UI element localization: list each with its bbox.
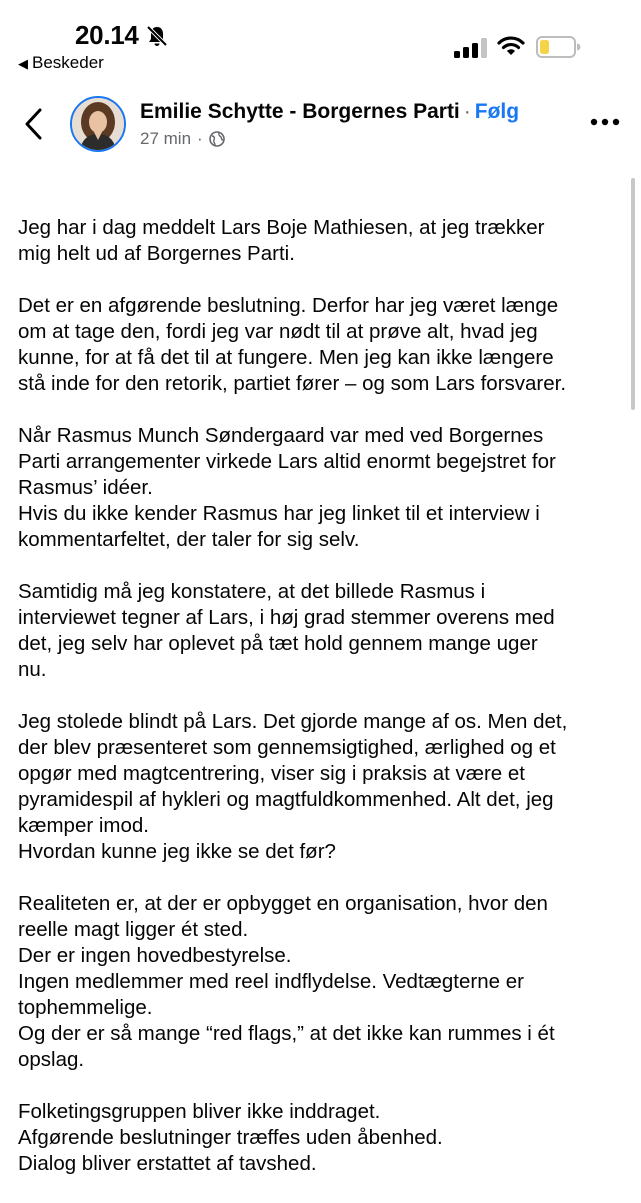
post-text-line: Jeg stolede blindt på Lars. Det gjorde mange af os. Men det, [18, 710, 568, 733]
scrollbar[interactable] [631, 178, 635, 410]
post-text-line: Afgørende beslutninger træffes uden åbenhed. [18, 1126, 443, 1149]
post-text-line: kunne, for at få det til at fungere. Men jeg kan ikke længere [18, 346, 554, 369]
avatar-portrait [72, 98, 124, 150]
more-options-icon[interactable] [590, 118, 620, 126]
post-meta [140, 129, 225, 149]
post-text-line: Når Rasmus Munch Søndergaard var med ved Borgernes [18, 424, 544, 447]
post-text-line: tophemmelige. [18, 996, 153, 1019]
post-text-line: det, jeg selv har oplevet på tæt hold gennem mange uger [18, 632, 538, 655]
post-text-line: interviewet tegner af Lars, i høj grad stemmer overens med [18, 606, 555, 629]
back-to-messages-link[interactable] [18, 53, 104, 73]
author-avatar[interactable] [70, 96, 126, 152]
cellular-signal-icon [454, 38, 488, 58]
back-chevron-icon[interactable] [22, 107, 46, 141]
post-paragraph [18, 1099, 618, 1177]
post-text-line: Realiteten er, at der er opbygget en organisation, hvor den [18, 892, 548, 915]
post-paragraph [18, 891, 618, 1073]
back-to-messages-label: Beskeder [32, 53, 104, 72]
status-time: 20.14 [75, 20, 139, 50]
post-text-line: Det er en afgørende beslutning. Derfor har jeg været længe [18, 294, 559, 317]
post-text-line: Der er ingen hovedbestyrelse. [18, 944, 292, 967]
globe-icon [209, 131, 225, 147]
post-text-line: Folketingsgruppen bliver ikke inddraget. [18, 1100, 381, 1123]
follow-button[interactable]: Følg [474, 100, 520, 123]
author-name[interactable]: Emilie Schytte - Borgernes Parti [140, 100, 460, 123]
post-text-line: opslag. [18, 1048, 85, 1071]
post-header [0, 90, 641, 162]
post-text-line: Parti arrangementer virkede Lars altid enormt begejstret for [18, 450, 556, 473]
status-bar [0, 0, 641, 80]
post-paragraph [18, 423, 618, 553]
bell-slash-icon [146, 25, 168, 47]
post-paragraph [18, 293, 618, 397]
post-text-line: opgør med magtcentrering, viser sig i praksis at være et [18, 762, 525, 785]
post-text-line: der blev præsenteret som gennemsigtighed, ærlighed og et [18, 736, 556, 759]
post-text-line: Jeg har i dag meddelt Lars Boje Mathiesen, at jeg trækker [18, 216, 545, 239]
post-body [18, 215, 618, 1203]
post-text-line: nu. [18, 658, 47, 681]
post-text-line: Hvordan kunne jeg ikke se det før? [18, 840, 336, 863]
post-text-line: Rasmus’ idéer. [18, 476, 153, 499]
post-text-line: Dialog bliver erstattet af tavshed. [18, 1152, 317, 1175]
battery-icon [536, 36, 582, 58]
post-text-line: Hvis du ikke kender Rasmus har jeg linket til et interview i [18, 502, 540, 525]
post-text-line: Ingen medlemmer med reel indflydelse. Vedtægterne er [18, 970, 524, 993]
back-triangle-icon: ◀ [18, 56, 28, 71]
post-text-line: stå inde for den retorik, partiet fører – og som Lars forsvarer. [18, 372, 567, 395]
post-time[interactable]: 27 min [140, 129, 192, 148]
post-text-line: kæmper imod. [18, 814, 150, 837]
author-line [140, 100, 519, 124]
post-text-line: mig helt ud af Borgernes Parti. [18, 242, 295, 265]
post-text-line: om at tage den, fordi jeg var nødt til at prøve alt, hvad jeg [18, 320, 538, 343]
meta-separator: · [197, 129, 203, 148]
post-text-line: kommentarfeltet, der taler for sig selv. [18, 528, 360, 551]
post-paragraph [18, 215, 618, 267]
post-text-line: Og der er så mange “red flags,” at det ikke kan rummes i ét [18, 1022, 555, 1045]
post-text-line: Samtidig må jeg konstatere, at det billede Rasmus i [18, 580, 486, 603]
post-text-line: pyramidespil af hykleri og magtfuldkommenhed. Alt det, jeg [18, 788, 554, 811]
author-separator: · [463, 100, 471, 123]
wifi-icon [497, 35, 525, 57]
post-paragraph [18, 579, 618, 683]
post-paragraph [18, 709, 618, 865]
post-text-line: reelle magt ligger ét sted. [18, 918, 249, 941]
